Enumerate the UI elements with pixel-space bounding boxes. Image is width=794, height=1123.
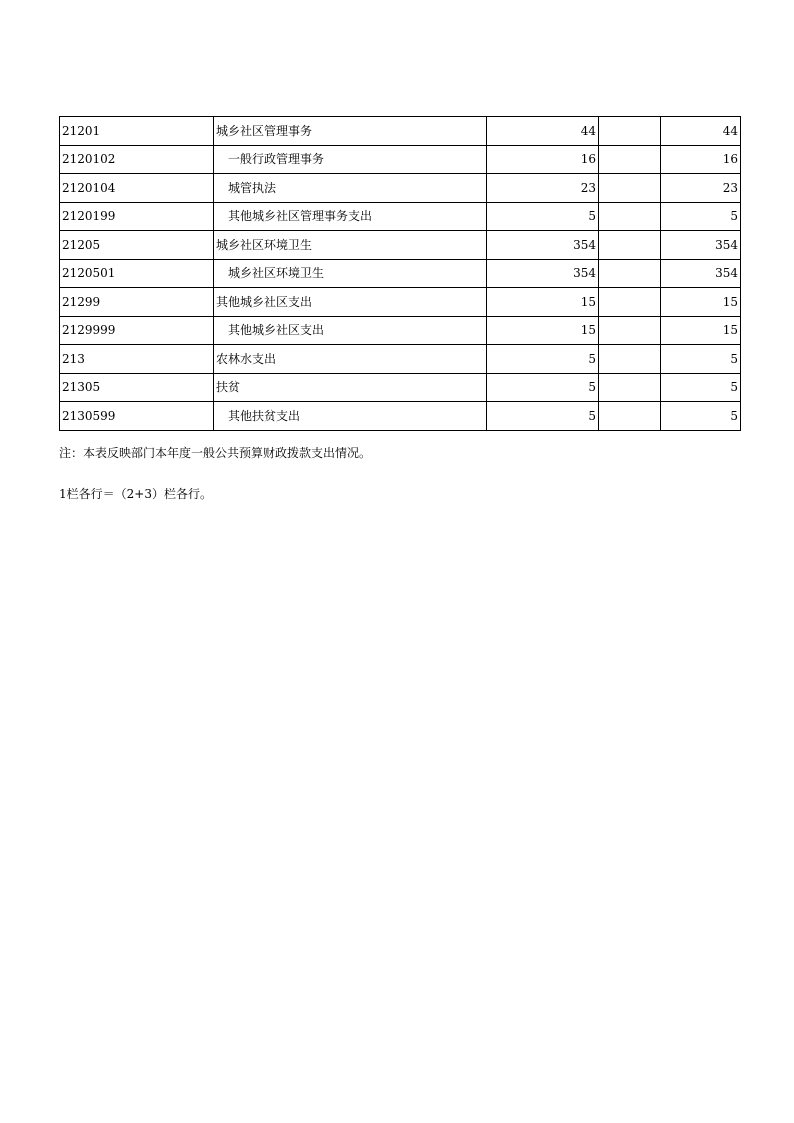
table-row	[60, 259, 741, 288]
project-expenditure-cell: 5	[661, 202, 741, 231]
basic-expenditure-cell	[599, 259, 661, 288]
subject-code-cell: 2120501	[60, 259, 214, 288]
basic-expenditure-cell	[599, 174, 661, 203]
table-body	[60, 117, 741, 431]
table-row	[60, 174, 741, 203]
table-note: 注：本表反映部门本年度一般公共预算财政拨款支出情况。	[59, 446, 372, 460]
project-expenditure-cell: 23	[661, 174, 741, 203]
subject-name-cell: 城乡社区环境卫生	[214, 231, 487, 260]
subject-code-cell: 2120102	[60, 145, 214, 174]
expenditure-table	[59, 116, 741, 431]
subject-name-cell: 其他城乡社区支出	[214, 316, 487, 345]
subject-code-cell: 2120104	[60, 174, 214, 203]
total-amount-cell: 23	[487, 174, 599, 203]
table-row	[60, 117, 741, 146]
subject-code-cell: 2130599	[60, 402, 214, 431]
basic-expenditure-cell	[599, 231, 661, 260]
table-row	[60, 145, 741, 174]
basic-expenditure-cell	[599, 345, 661, 374]
total-amount-cell: 5	[487, 345, 599, 374]
basic-expenditure-cell	[599, 373, 661, 402]
basic-expenditure-cell	[599, 402, 661, 431]
project-expenditure-cell: 5	[661, 373, 741, 402]
subject-code-cell: 21205	[60, 231, 214, 260]
table-row	[60, 316, 741, 345]
total-amount-cell: 354	[487, 259, 599, 288]
table-row	[60, 373, 741, 402]
basic-expenditure-cell	[599, 316, 661, 345]
table-row	[60, 402, 741, 431]
subject-code-cell: 21299	[60, 288, 214, 317]
project-expenditure-cell: 5	[661, 345, 741, 374]
project-expenditure-cell: 15	[661, 316, 741, 345]
total-amount-cell: 354	[487, 231, 599, 260]
basic-expenditure-cell	[599, 202, 661, 231]
column-formula-note: 1栏各行＝（2+3）栏各行。	[59, 487, 212, 501]
basic-expenditure-cell	[599, 117, 661, 146]
total-amount-cell: 5	[487, 402, 599, 431]
subject-code-cell: 21201	[60, 117, 214, 146]
budget-table-container	[59, 116, 740, 431]
subject-code-cell: 2129999	[60, 316, 214, 345]
subject-name-cell: 城乡社区管理事务	[214, 117, 487, 146]
subject-name-cell: 扶贫	[214, 373, 487, 402]
subject-name-cell: 农林水支出	[214, 345, 487, 374]
table-row	[60, 231, 741, 260]
project-expenditure-cell: 354	[661, 259, 741, 288]
subject-code-cell: 213	[60, 345, 214, 374]
subject-name-cell: 其他扶贫支出	[214, 402, 487, 431]
project-expenditure-cell: 44	[661, 117, 741, 146]
table-row	[60, 345, 741, 374]
project-expenditure-cell: 15	[661, 288, 741, 317]
subject-code-cell: 21305	[60, 373, 214, 402]
total-amount-cell: 5	[487, 202, 599, 231]
subject-name-cell: 城管执法	[214, 174, 487, 203]
basic-expenditure-cell	[599, 145, 661, 174]
total-amount-cell: 15	[487, 316, 599, 345]
total-amount-cell: 5	[487, 373, 599, 402]
basic-expenditure-cell	[599, 288, 661, 317]
total-amount-cell: 15	[487, 288, 599, 317]
subject-code-cell: 2120199	[60, 202, 214, 231]
subject-name-cell: 其他城乡社区管理事务支出	[214, 202, 487, 231]
table-row	[60, 288, 741, 317]
subject-name-cell: 城乡社区环境卫生	[214, 259, 487, 288]
table-row	[60, 202, 741, 231]
total-amount-cell: 44	[487, 117, 599, 146]
project-expenditure-cell: 16	[661, 145, 741, 174]
total-amount-cell: 16	[487, 145, 599, 174]
subject-name-cell: 一般行政管理事务	[214, 145, 487, 174]
subject-name-cell: 其他城乡社区支出	[214, 288, 487, 317]
project-expenditure-cell: 5	[661, 402, 741, 431]
project-expenditure-cell: 354	[661, 231, 741, 260]
